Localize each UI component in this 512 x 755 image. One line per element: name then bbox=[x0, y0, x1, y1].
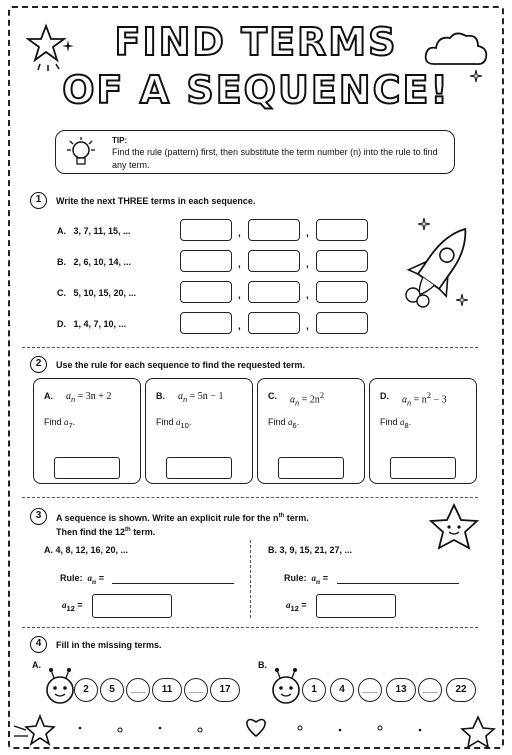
answer-box[interactable] bbox=[316, 594, 396, 618]
sequence-a: A. 4, 8, 12, 16, 20, ... bbox=[44, 545, 129, 555]
comma: , bbox=[306, 321, 309, 332]
answer-box[interactable] bbox=[316, 219, 368, 241]
section-2-instruction: Use the rule for each sequence to find the requested term. bbox=[56, 360, 306, 370]
section-3-number: 3 bbox=[30, 508, 47, 525]
dots-decoration bbox=[60, 720, 240, 740]
caterpillar-a bbox=[44, 668, 244, 708]
tip-label: TIP: bbox=[112, 136, 128, 145]
bead: 5 bbox=[100, 678, 124, 702]
section-4-instruction: Fill in the missing terms. bbox=[56, 640, 162, 650]
bead-blank[interactable]: ___ bbox=[184, 678, 208, 702]
seq-item-b: B. 2, 6, 10, 14, ... bbox=[57, 257, 132, 267]
rule-card-a bbox=[33, 378, 141, 484]
comma: , bbox=[238, 290, 241, 301]
answer-box[interactable] bbox=[390, 457, 456, 479]
title-line-2: OF A SEQUENCE! bbox=[62, 68, 450, 112]
rule-row-a: Rule: $a_n$ = bbox=[60, 573, 104, 586]
rule-row-b: Rule: $a_n$ = bbox=[284, 573, 328, 586]
answer-box[interactable] bbox=[180, 281, 232, 303]
comma: , bbox=[306, 259, 309, 270]
card-rule: $a_n = 3n + 2$ bbox=[66, 391, 112, 404]
comma: , bbox=[306, 228, 309, 239]
answer-box[interactable] bbox=[316, 312, 368, 334]
answer-box[interactable] bbox=[316, 250, 368, 272]
bead-blank[interactable]: ___ bbox=[126, 678, 150, 702]
shooting-star-icon bbox=[12, 712, 56, 748]
section-1-number: 1 bbox=[30, 192, 47, 209]
answer-box[interactable] bbox=[248, 312, 300, 334]
section-divider bbox=[22, 497, 478, 498]
a12-label-a: $a_{12}$ = bbox=[62, 600, 83, 613]
seq-item-a: A. 3, 7, 11, 15, ... bbox=[57, 226, 131, 236]
bead-blank[interactable]: ___ bbox=[358, 678, 382, 702]
dots-decoration bbox=[280, 720, 450, 740]
rule-answer-line[interactable] bbox=[337, 583, 459, 584]
answer-box[interactable] bbox=[278, 457, 344, 479]
sparkle-icon bbox=[418, 218, 430, 230]
comma: , bbox=[306, 290, 309, 301]
answer-box[interactable] bbox=[180, 312, 232, 334]
answer-box[interactable] bbox=[54, 457, 120, 479]
card-letter: B. bbox=[156, 391, 165, 401]
card-find: Find $a_7$. bbox=[44, 417, 76, 430]
comma: , bbox=[238, 321, 241, 332]
bead: 13 bbox=[386, 678, 416, 702]
answer-box[interactable] bbox=[180, 250, 232, 272]
answer-box[interactable] bbox=[248, 250, 300, 272]
bead: 22 bbox=[446, 678, 476, 702]
section-2-number: 2 bbox=[30, 356, 47, 373]
section-3-instruction: A sequence is shown. Write an explicit rule for the $n^{th}$ term. Then find the 12th term. bbox=[56, 513, 309, 537]
comma: , bbox=[238, 228, 241, 239]
seq-item-d: D. 1, 4, 7, 10, ... bbox=[57, 319, 127, 329]
smiling-star-icon bbox=[424, 502, 484, 552]
card-find: Find $a_{10}$. bbox=[156, 417, 192, 430]
card-rule: $a_n = 2n^2$ bbox=[290, 391, 324, 408]
rule-card-b bbox=[145, 378, 253, 484]
rule-card-d bbox=[369, 378, 477, 484]
heart-icon bbox=[244, 716, 268, 738]
answer-box[interactable] bbox=[248, 219, 300, 241]
bead-blank[interactable]: ___ bbox=[418, 678, 442, 702]
card-find: Find $a_6$. bbox=[268, 417, 300, 430]
bead: 4 bbox=[330, 678, 354, 702]
caterpillar-b bbox=[270, 668, 480, 708]
caterpillar-icon bbox=[44, 668, 78, 708]
answer-box[interactable] bbox=[316, 281, 368, 303]
bead: 1 bbox=[302, 678, 326, 702]
tip-box bbox=[55, 130, 455, 174]
card-rule: $a_n = 5n - 1$ bbox=[178, 391, 224, 404]
sequence-b: B. 3, 9, 15, 21, 27, ... bbox=[268, 545, 353, 555]
card-rule: $a_n = n^2 - 3$ bbox=[402, 391, 447, 408]
tip-text: Find the rule (pattern) first, then substitute the term number (n) into the rule to find any term. bbox=[112, 147, 438, 170]
caterpillar-b-label: B. bbox=[258, 660, 267, 670]
bead: 2 bbox=[74, 678, 98, 702]
section-divider bbox=[22, 347, 478, 348]
title-line-1: FIND TERMS bbox=[114, 20, 398, 64]
caterpillar-icon bbox=[270, 668, 304, 708]
answer-box[interactable] bbox=[180, 219, 232, 241]
comma: , bbox=[238, 259, 241, 270]
section-1-instruction: Write the next THREE terms in each sequence. bbox=[56, 196, 256, 206]
column-divider bbox=[250, 540, 251, 618]
answer-box[interactable] bbox=[92, 594, 172, 618]
section-divider bbox=[22, 627, 478, 628]
section-4-number: 4 bbox=[30, 636, 47, 653]
rule-card-c bbox=[257, 378, 365, 484]
star-icon bbox=[458, 714, 498, 750]
answer-box[interactable] bbox=[166, 457, 232, 479]
bead: 17 bbox=[210, 678, 240, 702]
rocket-icon bbox=[395, 215, 485, 315]
bead: 11 bbox=[152, 678, 182, 702]
a12-label-b: $a_{12}$ = bbox=[286, 600, 307, 613]
card-letter: C. bbox=[268, 391, 277, 401]
seq-item-c: C. 5, 10, 15, 20, ... bbox=[57, 288, 137, 298]
caterpillar-a-label: A. bbox=[32, 660, 41, 670]
card-letter: A. bbox=[44, 391, 53, 401]
lightbulb-icon bbox=[64, 137, 98, 169]
answer-box[interactable] bbox=[248, 281, 300, 303]
rule-answer-line[interactable] bbox=[112, 583, 234, 584]
sparkle-icon bbox=[456, 294, 468, 306]
card-find: Find $a_8$. bbox=[380, 417, 412, 430]
card-letter: D. bbox=[380, 391, 389, 401]
